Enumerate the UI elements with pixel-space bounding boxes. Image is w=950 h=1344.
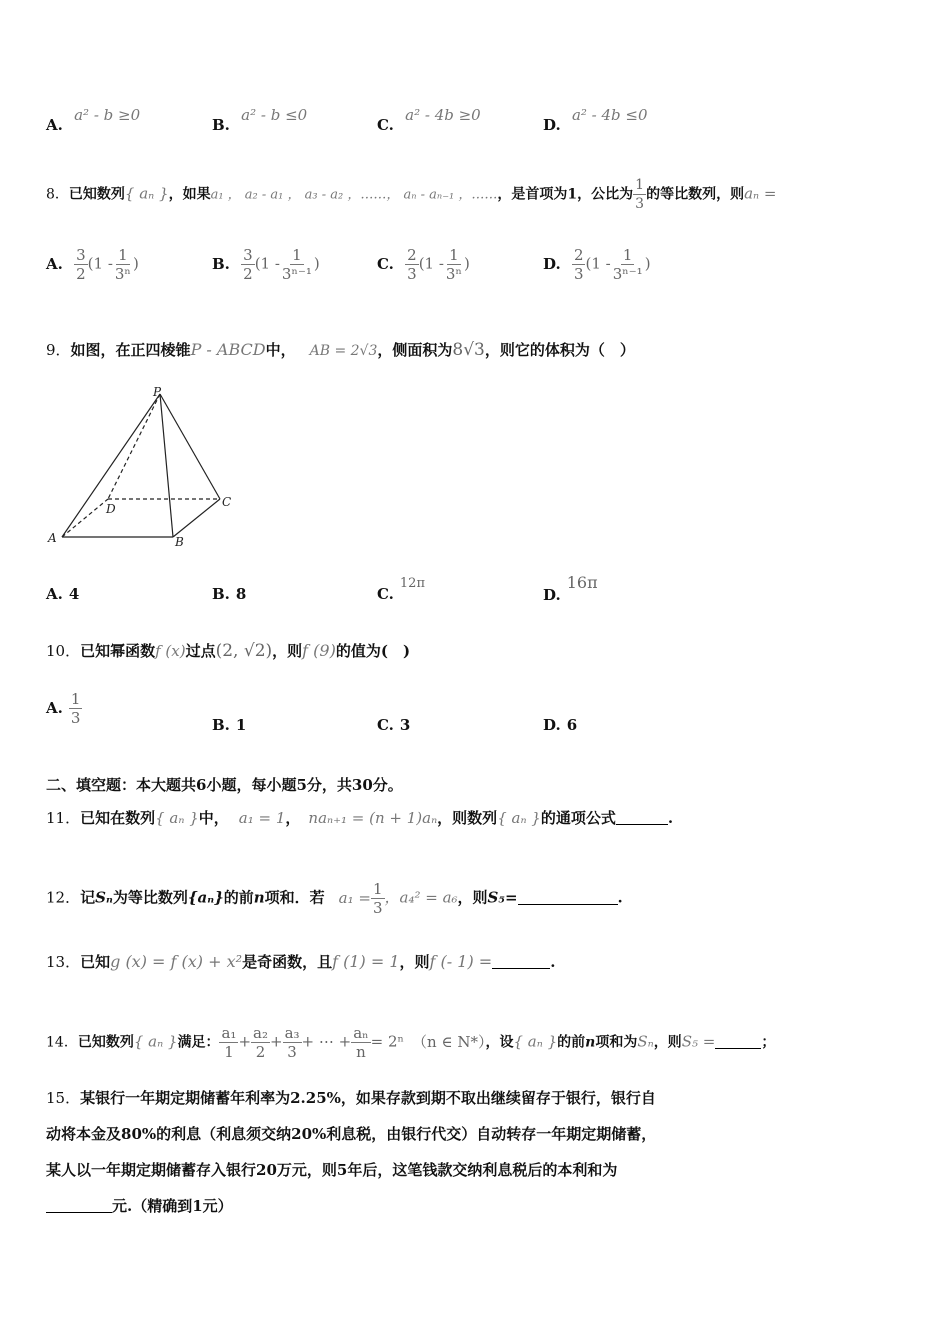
q10-func: f (x) xyxy=(155,642,186,660)
q12-s5: S₅= xyxy=(487,888,518,907)
frac-num: 1 xyxy=(449,246,459,264)
question-11 xyxy=(46,808,673,828)
q12-n: n xyxy=(253,888,265,907)
q14-term-3 xyxy=(283,1024,302,1061)
q10-point: (2, √2) xyxy=(215,641,273,661)
frac-num: a₃ xyxy=(284,1024,300,1042)
edge-pc xyxy=(160,394,220,499)
question-number: 10． xyxy=(46,642,81,660)
answer-blank[interactable] xyxy=(492,968,550,969)
vertex-p-label: P xyxy=(153,385,162,399)
option-close: ) xyxy=(313,254,320,273)
question-number: 12． xyxy=(46,888,81,907)
option-label: D. xyxy=(543,116,561,134)
option-expr: a² - 4b ≤0 xyxy=(571,106,648,124)
q11-text: 的通项公式 xyxy=(540,809,616,827)
vertex-d-label: D xyxy=(106,502,116,516)
q9-edge: AB = 2√3 xyxy=(309,343,378,359)
q12-text: 为等比数列 xyxy=(112,888,188,907)
q11-cond1: a₁ = 1 xyxy=(238,809,286,827)
q8-text: ，是首项为1，公比为 xyxy=(497,186,634,203)
option-label: C. xyxy=(377,585,394,603)
q11-text: 中， xyxy=(198,809,229,827)
question-number: 9． xyxy=(46,341,71,359)
inner-frac xyxy=(280,246,314,283)
frac-num: 1 xyxy=(70,690,81,708)
q14-text: 的前 xyxy=(557,1034,586,1051)
q9-area: 8√3 xyxy=(452,340,485,360)
question-number: 13． xyxy=(46,953,81,971)
option-value: 4 xyxy=(68,585,80,603)
q8-option-d xyxy=(543,246,651,283)
q14-text: ，则 xyxy=(653,1034,682,1051)
q12-frac xyxy=(371,880,385,917)
option-label: D. xyxy=(543,586,561,604)
frac-num: 2 xyxy=(407,246,417,264)
option-value: 3 xyxy=(399,716,411,734)
frac-den: n xyxy=(356,1043,366,1061)
q9-option-c xyxy=(377,576,425,603)
question-10 xyxy=(46,641,410,661)
answer-blank[interactable] xyxy=(715,1048,761,1049)
option-label: A. xyxy=(46,116,63,134)
frac-den: 2 xyxy=(255,1043,266,1061)
option-close: ) xyxy=(644,254,651,273)
frac-num: aₙ xyxy=(353,1024,369,1042)
option-inner: (1 - xyxy=(87,254,113,273)
question-13 xyxy=(46,952,555,972)
frac-den: 3 xyxy=(635,196,645,212)
q10-f9: f (9) xyxy=(302,641,336,660)
q10-text: 已知幂函数 xyxy=(80,642,156,660)
q14-term-n xyxy=(351,1024,370,1061)
q10-option-d xyxy=(543,716,577,734)
answer-blank[interactable] xyxy=(46,1212,112,1213)
option-inner: (1 - xyxy=(254,254,280,273)
q11-cond2: naₙ₊₁ = (n + 1)aₙ xyxy=(308,809,438,827)
option-frac xyxy=(69,690,83,727)
q13-text: 已知 xyxy=(80,953,111,971)
option-label: D. xyxy=(543,254,561,273)
option-label: A. xyxy=(46,698,63,717)
question-15-line-1 xyxy=(46,1088,656,1108)
q14-end: ； xyxy=(761,1034,776,1051)
answer-blank[interactable] xyxy=(518,904,618,905)
coef-frac xyxy=(241,246,255,283)
q14-term-2 xyxy=(251,1024,270,1061)
frac-num: 1 xyxy=(292,246,302,264)
question-15-line-2: 动将本金及80%的利息（利息须交纳20%利息税，由银行代交）自动转存一年期定期储蓄， xyxy=(46,1125,657,1143)
vertex-a-label: A xyxy=(48,531,57,545)
option-value: 8 xyxy=(235,585,247,603)
q14-rhs: = 2ⁿ xyxy=(370,1032,405,1051)
frac-num: 1 xyxy=(118,246,128,264)
q14-dots: + ⋯ + xyxy=(301,1032,352,1051)
q8-option-b xyxy=(212,246,320,283)
frac-num: 3 xyxy=(76,246,86,264)
q15-text: 元.（精确到1元） xyxy=(112,1197,233,1215)
question-number: 15． xyxy=(46,1089,81,1107)
coef-frac xyxy=(405,246,419,283)
q14-cond: （n ∈ N*） xyxy=(412,1032,486,1051)
q14-text: ，设 xyxy=(485,1034,514,1051)
coef-frac xyxy=(572,246,586,283)
frac-den: 3 xyxy=(70,709,81,727)
q8-tail: aₙ = xyxy=(744,184,777,203)
q7-option-d xyxy=(543,106,648,134)
q9-text: 如图，在正四棱锥 xyxy=(70,341,191,359)
question-15-line-4 xyxy=(46,1196,233,1216)
q8-option-c xyxy=(377,246,470,283)
question-15-line-3: 某人以一年期定期储蓄存入银行20万元，则5年后，这笔钱款交纳利息税后的本利和为 xyxy=(46,1161,618,1179)
q13-fm1: f (- 1) = xyxy=(429,952,493,971)
q9-solid: P - ABCD xyxy=(190,340,266,359)
question-8 xyxy=(46,176,776,213)
q11-text: ， xyxy=(285,809,301,827)
inner-frac xyxy=(611,246,645,283)
option-label: B. xyxy=(212,116,230,134)
q8-seq: { aₙ } xyxy=(124,184,169,203)
q10-option-a xyxy=(46,690,82,727)
option-value: 6 xyxy=(566,716,578,734)
option-close: ) xyxy=(132,254,139,273)
frac-num: a₁ xyxy=(221,1024,237,1042)
frac-den: 3ⁿ⁻¹ xyxy=(281,265,312,283)
vertex-c-label: C xyxy=(222,495,232,509)
q12-text: 的前 xyxy=(223,888,254,907)
q8-terms: a₁ ， a₂ - a₁ ， a₃ - a₂ ，……， aₙ - aₙ₋₁ ，…… xyxy=(210,187,498,203)
q14-text: 已知数列 xyxy=(77,1034,134,1051)
option-value: 16π xyxy=(566,573,598,592)
section-2-heading: 二、填空题：本大题共6小题，每小题5分，共30分。 xyxy=(46,776,403,794)
option-label: C. xyxy=(377,716,394,734)
q11-end: . xyxy=(667,809,674,827)
option-label: B. xyxy=(212,716,230,734)
q13-f1: f (1) = 1 xyxy=(332,952,400,971)
frac-den: 3 xyxy=(287,1043,297,1061)
option-label: B. xyxy=(212,585,230,603)
option-label: B. xyxy=(212,254,230,273)
edge-bc xyxy=(173,499,220,537)
frac-den: 3ⁿ xyxy=(445,265,462,283)
q14-seq2: { aₙ } xyxy=(513,1032,558,1051)
q14-term-1 xyxy=(219,1024,238,1061)
frac-den: 2 xyxy=(243,265,253,283)
edge-pb xyxy=(160,394,173,537)
q7-option-c xyxy=(377,106,481,134)
option-label: C. xyxy=(377,254,394,273)
q10-option-c xyxy=(377,716,410,734)
question-number: 11． xyxy=(46,809,81,827)
q12-cond2: ，a₄² = a₆ xyxy=(384,888,458,907)
q11-seq2: { aₙ } xyxy=(497,809,541,827)
q10-text: 的值为( ) xyxy=(335,642,411,660)
q13-end: . xyxy=(550,953,556,971)
question-number: 14． xyxy=(46,1034,78,1051)
q15-text: 某银行一年期定期储蓄年利率为2.25%，如果存款到期不取出继续留存于银行，银行自 xyxy=(80,1089,656,1107)
pyramid-figure xyxy=(40,382,250,552)
q14-s5: S₅ = xyxy=(681,1032,716,1051)
q7-option-b xyxy=(212,106,308,134)
option-label: A. xyxy=(46,585,63,603)
q12-text: ，则 xyxy=(457,888,488,907)
option-value: 12π xyxy=(399,576,425,591)
q12-cond1: a₁ = xyxy=(338,888,371,907)
question-number: 8． xyxy=(46,186,69,203)
q11-text: ，则数列 xyxy=(437,809,498,827)
q9-option-a xyxy=(46,585,79,603)
q13-g: g (x) = f (x) + x² xyxy=(110,952,243,971)
q12-an: {aₙ} xyxy=(187,888,224,907)
q9-text: ，则它的体积为（ ） xyxy=(484,341,635,359)
inner-frac xyxy=(444,246,464,283)
option-expr: a² - b ≤0 xyxy=(241,106,308,124)
q10-text: ，则 xyxy=(272,642,303,660)
question-9 xyxy=(46,340,635,361)
q12-sn: Sₙ xyxy=(95,888,113,907)
q8-option-a xyxy=(46,246,139,283)
q14-seq: { aₙ } xyxy=(133,1032,178,1051)
frac-den: 2 xyxy=(76,265,86,283)
edge-pd-hidden xyxy=(108,394,160,499)
q14-text: 项和为 xyxy=(595,1034,638,1051)
q8-text: 已知数列 xyxy=(68,186,125,203)
option-label: C. xyxy=(377,116,394,134)
q12-text: 记 xyxy=(80,888,96,907)
frac-num: 1 xyxy=(635,177,645,193)
option-expr: a² - b ≥0 xyxy=(74,106,141,124)
frac-den: 3 xyxy=(407,265,417,283)
q7-option-a xyxy=(46,106,141,134)
q10-option-b xyxy=(212,716,246,734)
q8-text: 的等比数列，则 xyxy=(646,186,745,203)
option-label: D. xyxy=(543,716,561,734)
frac-den: 3ⁿ⁻¹ xyxy=(612,265,643,283)
frac-num: a₂ xyxy=(253,1024,268,1042)
q12-end: . xyxy=(617,888,623,907)
q12-text: 项和．若 xyxy=(264,888,325,907)
frac-den: 1 xyxy=(224,1043,234,1061)
option-inner: (1 - xyxy=(418,254,444,273)
q8-ratio xyxy=(633,176,646,213)
option-value: 1 xyxy=(235,716,247,734)
question-12 xyxy=(46,880,623,917)
frac-den: 3 xyxy=(372,899,383,917)
q13-text: ，则 xyxy=(399,953,430,971)
frac-num: 1 xyxy=(372,880,383,898)
question-14: 14．已知数列{ aₙ }满足： $\frac{\text{a₁}}{1}$ + $\frac{\text{a₂}}{2}$ + $\frac{\text{a₃}}{3}$ + ⋯ + $\frac{\text{aₙ}}{n}$ = 2ⁿ （n ∈ N*），设{ aₙ }的前n项和为Sₙ，则S₅ = ； xyxy=(46,1024,776,1061)
option-inner: (1 - xyxy=(585,254,611,273)
frac-num: 3 xyxy=(243,246,253,264)
q8-text: ，如果 xyxy=(168,186,211,203)
q14-sn: Sₙ xyxy=(637,1032,654,1051)
option-label: A. xyxy=(46,254,63,273)
frac-num: 2 xyxy=(573,246,584,264)
q9-text: 中， xyxy=(265,341,296,359)
inner-frac xyxy=(113,246,133,283)
option-close: ) xyxy=(463,254,470,273)
vertex-b-label: B xyxy=(175,535,184,549)
q9-text: ，侧面积为 xyxy=(377,341,453,359)
coef-frac xyxy=(74,246,88,283)
q14-n: n xyxy=(585,1034,596,1051)
q11-text: 已知在数列 xyxy=(80,809,156,827)
q11-seq: { aₙ } xyxy=(155,809,199,827)
edge-ad-hidden xyxy=(62,499,108,537)
option-expr: a² - 4b ≥0 xyxy=(405,106,481,124)
frac-num: 1 xyxy=(622,246,633,264)
frac-den: 3 xyxy=(573,265,584,283)
q13-text: 是奇函数，且 xyxy=(242,953,333,971)
frac-den: 3ⁿ xyxy=(114,265,131,283)
q10-text: 过点 xyxy=(185,642,216,660)
answer-blank[interactable] xyxy=(616,824,668,825)
q9-option-d xyxy=(543,573,598,604)
q14-text: 满足： xyxy=(177,1034,220,1051)
q9-option-b xyxy=(212,585,246,603)
